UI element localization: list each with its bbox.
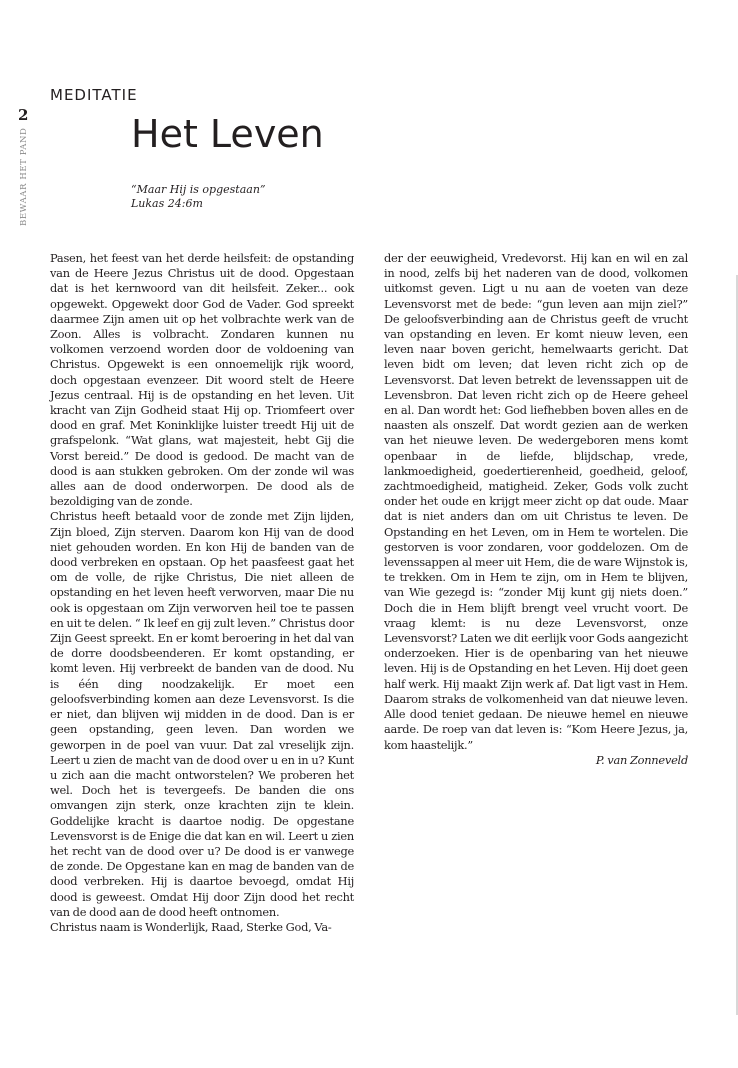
epigraph-reference: Lukas 24:6m	[131, 197, 203, 210]
article-title: Het Leven	[131, 112, 324, 156]
epigraph	[131, 183, 266, 211]
page-number: 2	[18, 106, 29, 124]
body-paragraph: Pasen, het feest van het derde heilsfeit: de opstanding van de Heere Jezus Christus uit de dood. Opgestaan dat is het kernwoord van dit heilsfeit. Zeker... ook opgewekt. Opgewekt door God de Vader. God spreekt daarmee Zijn amen uit op het volbrachte werk van de Zoon. Alles is volbracht. Zondaren kunnen nu volkomen verzoend worden door de voldoening van Christus. Opgewekt is een onnoemelijk rijk woord, doch opgestaan evenzeer. Dit woord stelt de Heere Jezus centraal. Hij is de opstanding en het leven. Uit kracht van Zijn Godheid staat Hij op. Triomfeert over dood en graf. Met Koninklijke luister treedt Hij uit de grafspelonk. “Wat glans, wat majesteit, hebt Gij die Vorst bereid.” De dood is gedood. De macht van de dood is aan stukken gebroken. Om der zonde wil was alles aan de dood onderworpen. De dood als de bezoldiging van de zonde.	[50, 251, 354, 509]
running-title: BEWAAR HET PAND	[19, 127, 29, 226]
body-paragraph: Christus naam is Wonderlijk, Raad, Sterke God, Va-	[50, 919, 332, 934]
left-column	[50, 251, 354, 935]
body-paragraph: Christus heeft betaald voor de zonde met Zijn lijden, Zijn bloed, Zijn sterven. Daarom kon Hij van de dood niet gehouden worden. En kon Hij de banden van de dood verbreken en opstaan. Op het paasfeest gaat het om de volle, de rijke Christus, Die niet alleen de opstanding en het leven heeft verworven, maar Die nu ook is opgestaan om Zijn verworven heil toe te passen en uit te delen. “ Ik leef en gij zult leven.” Christus door Zijn Geest spreekt. En er komt beroering in het dal van de dorre doodsbeenderen. Er komt opstanding, er komt leven. Hij verbreekt de banden van de dood. Nu is één ding noodzakelijk. Er moet een geloofsverbinding komen aan deze Levensvorst. Is die er niet, dan blijven wij midden in de dood. Dan is er geen opstanding, geen leven. Dan worden we geworpen in de poel van vuur. Dat zal vreselijk zijn. Leert u zien de macht van de dood over u en in u? Kunt u zich aan die macht ontworstelen? We proberen het wel. Doch het is tevergeefs. De banden die ons omvangen zijn sterk, onze krachten zijn te klein. Goddelijke kracht is daartoe nodig. De opgestane Levensvorst is de Enige die dat kan en wil. Leert u zien het recht van de dood over u? De dood is er vanwege de zonde. De Opgestane kan en mag de banden van de dood verbreken. Hij is daartoe bevoegd, omdat Hij dood is geweest. Omdat Hij door Zijn dood het recht van de dood aan de dood heeft ontnomen.	[50, 509, 354, 919]
author-signature: P. van Zonneveld	[595, 752, 688, 767]
section-label: MEDITATIE	[50, 86, 138, 104]
body-paragraph: der der eeuwigheid, Vredevorst. Hij kan en wil en zal in nood, zelfs bij het naderen van de dood, volkomen uitkomst geven. Ligt u nu aan de voeten van deze Levensvorst met de bede: “gun leven aan mijn ziel?” De geloofsverbinding aan de Christus geeft de vrucht van opstanding en leven. Er komt nieuw leven, een leven naar boven gericht, hemelwaarts gericht. Dat leven bidt om leven; dat leven richt zich op de Levensvorst. Dat leven betrekt de levenssappen uit de Levensbron. Dat leven richt zich op de Heere geheel en al. Dan wordt het: God liefhebben boven alles en de naasten als onszelf. Dat wordt gezien aan de werken van het nieuwe leven. De wedergeboren mens komt openbaar in de liefde, blijdschap, vrede, lankmoedigheid, goedertierenheid, goedheid, geloof, zachtmoedigheid, matigheid. Zeker, Gods volk zucht onder het oude en krijgt meer zicht op dat oude. Maar dat is niet anders dan om uit Christus te leven. De Opstanding en het Leven, om in Hem te wortelen. Die gestorven is voor zondaren, voor goddelozen. Om de levenssappen al meer uit Hem, die de ware Wijnstok is, te trekken. Om in Hem te zijn, om in Hem te blijven, van Wie gezegd is: “zonder Mij kunt gij niets doen.” Doch die in Hem blijft brengt veel vrucht voort. De vraag klemt: is nu deze Levensvorst, onze Levensvorst? Laten we dit eerlijk voor Gods aangezicht onderzoeken. Hier is de openbaring van het nieuwe leven. Hij is de Opstanding en het Leven. Hij doet geen half werk. Hij maakt Zijn werk af. Dat ligt vast in Hem. Daarom straks de volkomenheid van dat nieuwe leven. Alle dood teniet gedaan. De nieuwe hemel en nieuwe aarde. De roep van dat leven is: “Kom Heere Jezus, ja, kom haastelijk.”	[384, 251, 688, 752]
epigraph-quote: “Maar Hij is opgestaan”	[131, 183, 266, 196]
right-column	[384, 251, 688, 768]
